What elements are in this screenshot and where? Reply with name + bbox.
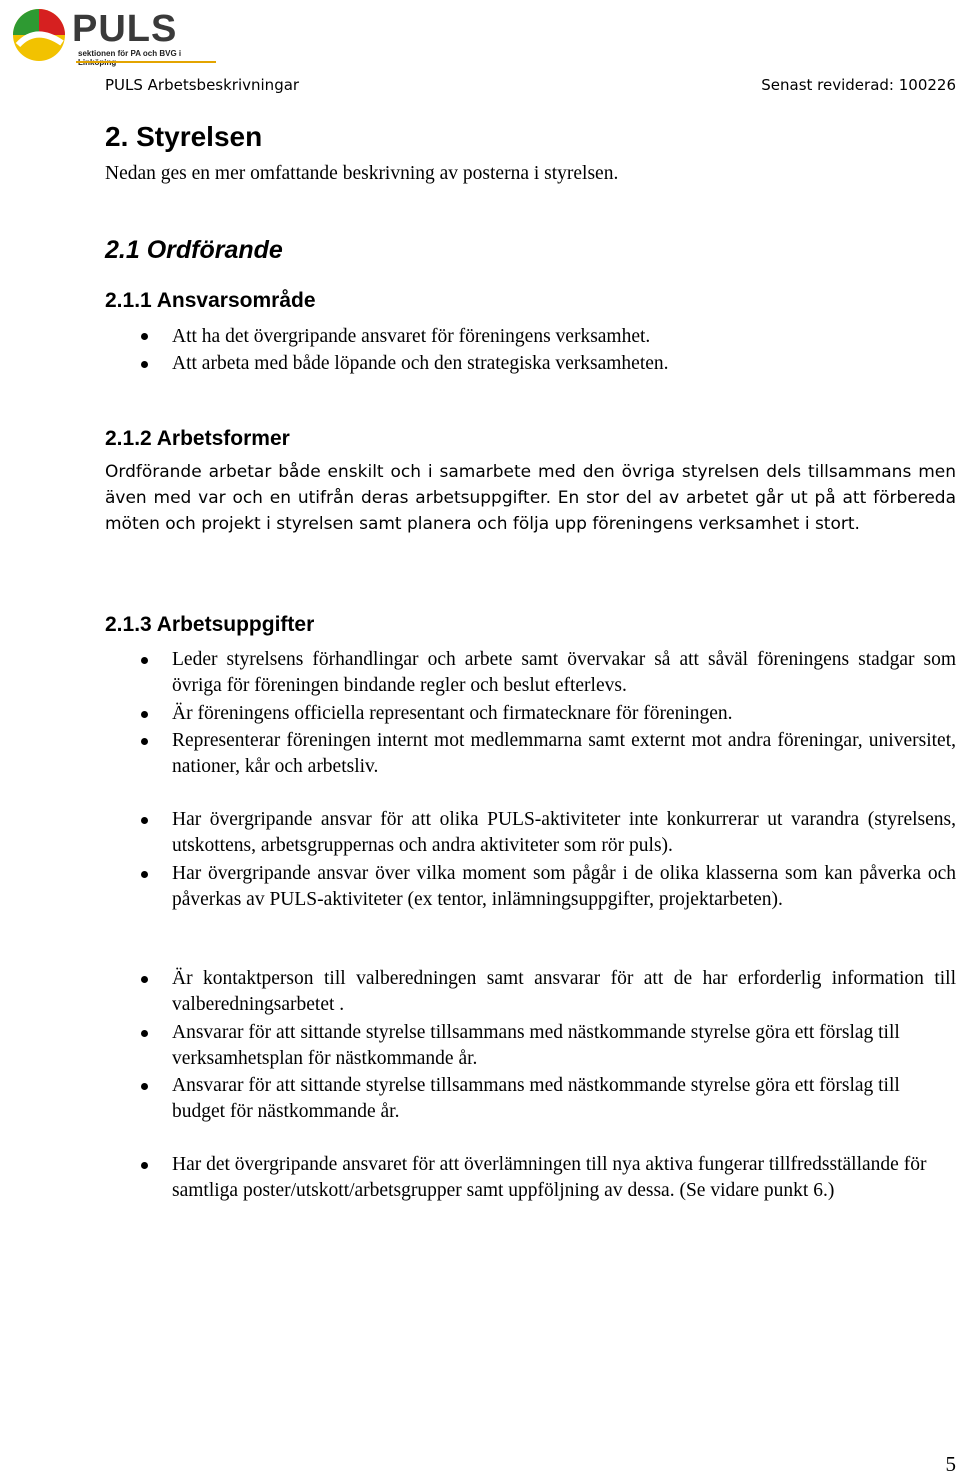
section-title: 2. Styrelsen (105, 121, 263, 152)
bullet-icon (138, 654, 150, 666)
logo-subtitle: sektionen för PA och BVG i (78, 49, 182, 58)
arbetsformer-text: Ordförande arbetar både enskilt och i samarbete med den övriga styrelsen dels tillsammans men även med var och en utifrån deras arbetsuppgifter. En stor del av arbetet går ut på att förbereda möten och projekt i styrelsen samt planera och följa upp föreningens verksamhet i stort. (105, 462, 956, 534)
logo-text: PULS (72, 8, 178, 50)
puls-logo-icon (6, 3, 72, 63)
bullet-icon (138, 358, 150, 370)
bullet-icon (138, 330, 150, 342)
arbetsuppgifter-item: Har övergripande ansvar för att olika PULS-aktiviteter inte konkurrerar ut varandra (styrelsens, utskottens, arbetsgruppernas och andra aktiviteter som rör puls). (172, 809, 956, 856)
arbetsuppgifter-item: Ansvarar för att sittande styrelse tillsammans med nästkommande styrelse göra ett förslag till verksamhetsplan för nästkommande år. (172, 1022, 900, 1069)
arbetsuppgifter-item: Representerar föreningen internt mot medlemmarna samt externt mot andra föreningar, universitet, nationer, kår och arbetsliv. (172, 730, 956, 777)
section-intro: Nedan ges en mer omfattande beskrivning av posterna i styrelsen. (105, 163, 619, 184)
subsection-title: 2.1 Ordförande (105, 236, 283, 264)
bullet-icon (138, 708, 150, 720)
arbetsuppgifter-item: Har det övergripande ansvaret för att överlämningen till nya aktiva fungerar tillfredsställande för samtliga poster/utskott/arbetsgrupper samt uppföljning av dessa. (Se vidare punkt 6.) (172, 1154, 927, 1201)
arbetsuppgifter-item: Har övergripande ansvar över vilka moment som pågår i de olika klasserna som kan påverka och påverkas av PULS-aktiviteter (ex tentor, inlämningsuppgifter, projektarbeten). (172, 863, 956, 910)
bullet-icon (138, 1159, 150, 1171)
bullet-icon (138, 814, 150, 826)
ansvar-item: Att ha det övergripande ansvaret för föreningens verksamhet. (172, 326, 651, 347)
header-revision-date: Senast reviderad: 100226 (761, 76, 956, 94)
arbetsuppgifter-item: Är föreningens officiella representant och firmatecknare för föreningen. (172, 703, 733, 724)
header-document-title: PULS Arbetsbeskrivningar (105, 76, 300, 94)
bullet-icon (138, 735, 150, 747)
bullet-icon (138, 868, 150, 880)
arbetsuppgifter-item: Leder styrelsens förhandlingar och arbete samt övervakar så att såväl föreningens stadgar som övriga för föreningen bindande regler och beslut efterlevs. (172, 649, 956, 696)
ansvar-item: Att arbeta med både löpande och den strategiska verksamheten. (172, 353, 669, 374)
puls-logo (6, 3, 212, 63)
page-number: 5 (945, 1452, 956, 1476)
logo-underline (76, 61, 216, 63)
bullet-icon (138, 973, 150, 985)
bullet-icon (138, 1080, 150, 1092)
arbetsformer-heading: 2.1.2 Arbetsformer (105, 427, 290, 450)
arbetsuppgifter-heading: 2.1.3 Arbetsuppgifter (105, 613, 315, 636)
arbetsuppgifter-item: Ansvarar för att sittande styrelse tillsammans med nästkommande styrelse göra ett förslag till budget för nästkommande år. (172, 1075, 900, 1122)
bullet-icon (138, 1027, 150, 1039)
arbetsuppgifter-item: Är kontaktperson till valberedningen samt ansvarar för att de har erforderlig information till valberedningsarbetet . (172, 968, 956, 1015)
ansvar-heading: 2.1.1 Ansvarsområde (105, 289, 316, 312)
